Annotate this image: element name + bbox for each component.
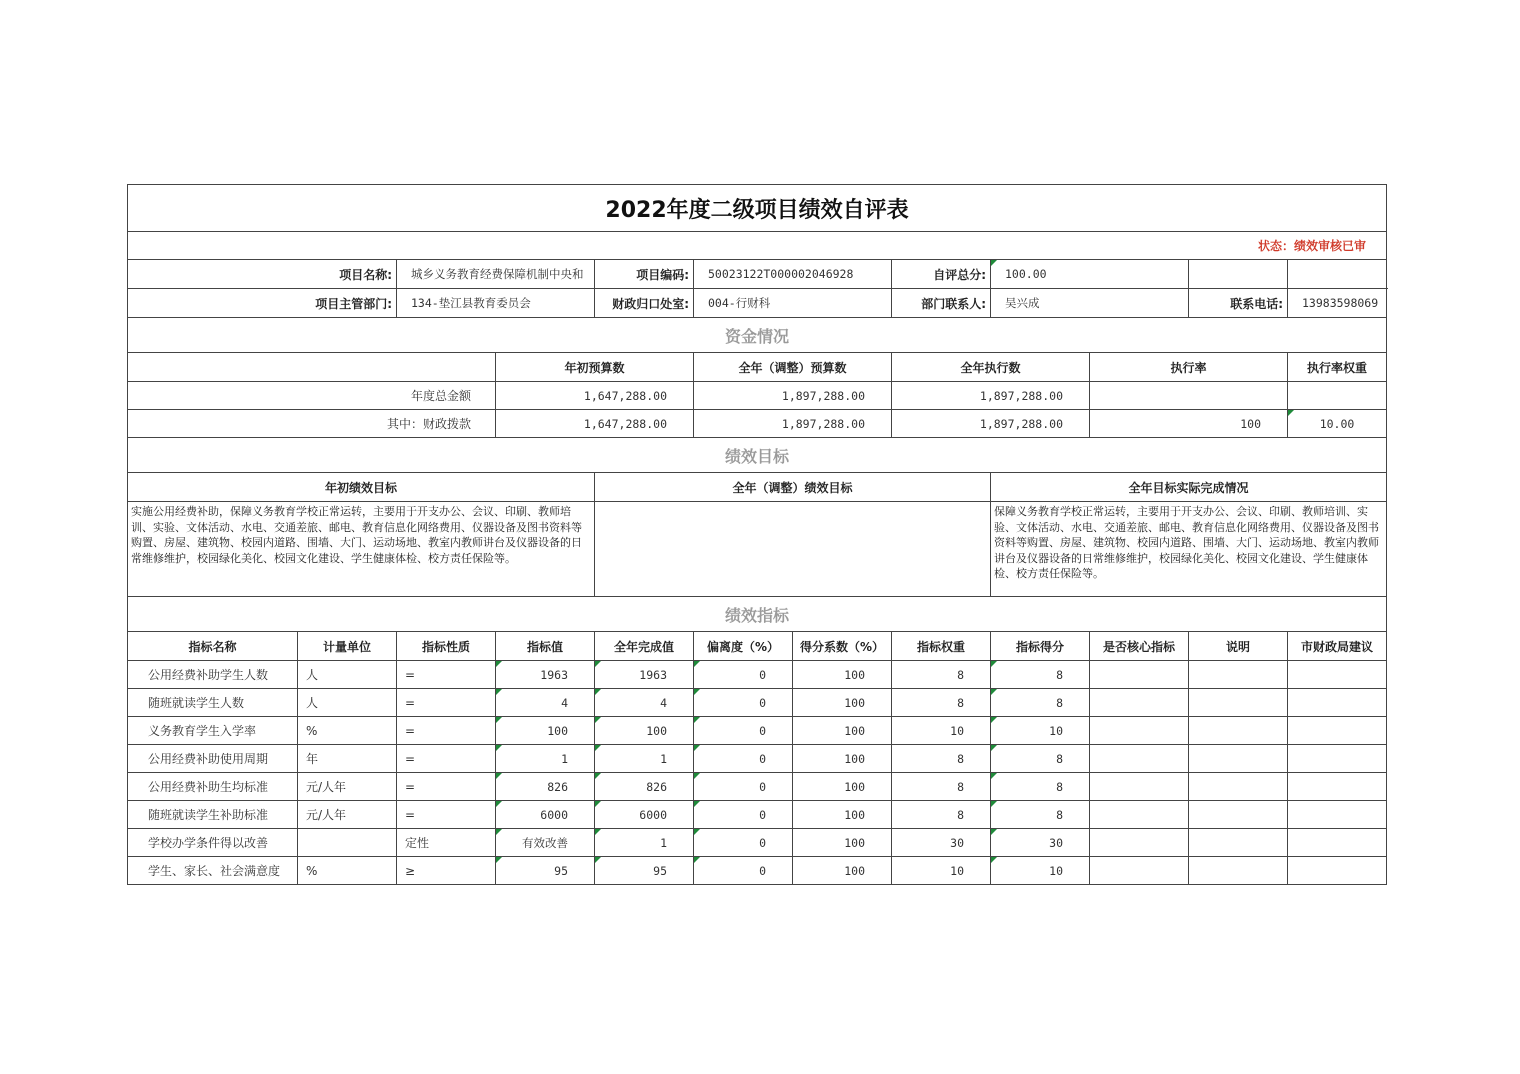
funds-row <box>128 382 1387 410</box>
ind-advice <box>1288 829 1387 857</box>
funds-adjusted: 1,897,288.00 <box>694 410 892 438</box>
ind-nature: = <box>397 717 496 745</box>
ind-deviation: 0 <box>694 661 793 689</box>
ind-actual: 100 <box>595 717 694 745</box>
indicator-row <box>128 773 1387 801</box>
ind-advice <box>1288 689 1387 717</box>
ind-core <box>1090 661 1189 689</box>
phone-label: 联系电话: <box>1189 289 1288 318</box>
ind-actual: 1963 <box>595 661 694 689</box>
ind-note <box>1189 745 1288 773</box>
ind-header-weight: 指标权重 <box>892 632 991 661</box>
ind-actual: 1 <box>595 745 694 773</box>
ind-header-core: 是否核心指标 <box>1090 632 1189 661</box>
funds-row <box>128 410 1387 438</box>
ind-target: 有效改善 <box>496 829 595 857</box>
ind-weight: 8 <box>892 773 991 801</box>
funds-weight: 10.00 <box>1288 410 1387 438</box>
ind-target: 95 <box>496 857 595 885</box>
ind-note <box>1189 829 1288 857</box>
ind-deviation: 0 <box>694 829 793 857</box>
ind-score: 10 <box>991 717 1090 745</box>
goals-initial-text: 实施公用经费补助，保障义务教育学校正常运转，主要用于开支办公、会议、印刷、教师培训、实验、文体活动、水电、交通差旅、邮电、教育信息化网络费用、仪器设备及图书资料等购置、房屋、建筑物、校园内道路、围墙、大门、运动场地、教室内教师讲台及仪器设备的日常维修维护，校园绿化美化、校园文化建设、学生健康体检、校方责任保险等。 <box>128 502 595 597</box>
goals-section-title: 绩效目标 <box>128 438 1387 473</box>
ind-core <box>1090 773 1189 801</box>
ind-core <box>1090 857 1189 885</box>
ind-nature: = <box>397 745 496 773</box>
funds-header-adjusted: 全年（调整）预算数 <box>694 353 892 382</box>
contact-value: 吴兴成 <box>991 289 1189 318</box>
ind-header-target: 指标值 <box>496 632 595 661</box>
ind-coef: 100 <box>793 661 892 689</box>
ind-header-nature: 指标性质 <box>397 632 496 661</box>
page-title: 2022年度二级项目绩效自评表 <box>128 185 1387 232</box>
funds-rate <box>1090 382 1288 410</box>
ind-core <box>1090 717 1189 745</box>
ind-weight: 10 <box>892 857 991 885</box>
goals-header-initial: 年初绩效目标 <box>128 473 595 502</box>
finance-label: 财政归口处室: <box>595 289 694 318</box>
ind-coef: 100 <box>793 773 892 801</box>
ind-score: 8 <box>991 689 1090 717</box>
ind-target: 826 <box>496 773 595 801</box>
project-name-value: 城乡义务教育经费保障机制中央和 <box>397 260 595 289</box>
goals-actual-text: 保障义务教育学校正常运转，主要用于开支办公、会议、印刷、教师培训、实验、文体活动、水电、交通差旅、邮电、教育信息化网络费用、仪器设备及图书资料等购置、房屋、建筑物、校园内道路、围墙、大门、运动场地、教室内教师讲台及仪器设备的日常维修维护，校园绿化美化、校园文化建设、学生健康体检、校方责任保险等。 <box>991 502 1387 597</box>
indicator-row <box>128 857 1387 885</box>
ind-nature: 定性 <box>397 829 496 857</box>
ind-nature: = <box>397 773 496 801</box>
indicator-row <box>128 801 1387 829</box>
ind-name: 随班就读学生人数 <box>128 689 298 717</box>
empty-cell <box>1189 260 1288 289</box>
ind-advice <box>1288 773 1387 801</box>
ind-name: 公用经费补助学生人数 <box>128 661 298 689</box>
funds-header-blank <box>128 353 496 382</box>
ind-coef: 100 <box>793 745 892 773</box>
project-name-label: 项目名称: <box>128 260 397 289</box>
ind-score: 8 <box>991 801 1090 829</box>
ind-weight: 8 <box>892 689 991 717</box>
contact-label: 部门联系人: <box>892 289 991 318</box>
ind-weight: 8 <box>892 801 991 829</box>
indicator-row <box>128 661 1387 689</box>
ind-advice <box>1288 745 1387 773</box>
ind-actual: 6000 <box>595 801 694 829</box>
ind-header-score: 指标得分 <box>991 632 1090 661</box>
ind-nature: = <box>397 801 496 829</box>
ind-header-advice: 市财政局建议 <box>1288 632 1387 661</box>
ind-nature: = <box>397 689 496 717</box>
ind-core <box>1090 689 1189 717</box>
ind-coef: 100 <box>793 829 892 857</box>
ind-unit: 元/人年 <box>298 801 397 829</box>
ind-actual: 1 <box>595 829 694 857</box>
ind-header-note: 说明 <box>1189 632 1288 661</box>
ind-actual: 4 <box>595 689 694 717</box>
ind-core <box>1090 829 1189 857</box>
ind-score: 30 <box>991 829 1090 857</box>
ind-advice <box>1288 717 1387 745</box>
ind-target: 4 <box>496 689 595 717</box>
ind-advice <box>1288 857 1387 885</box>
ind-core <box>1090 745 1189 773</box>
ind-actual: 95 <box>595 857 694 885</box>
indicator-row <box>128 829 1387 857</box>
ind-unit: 人 <box>298 689 397 717</box>
ind-note <box>1189 773 1288 801</box>
ind-score: 10 <box>991 857 1090 885</box>
ind-unit: 年 <box>298 745 397 773</box>
ind-weight: 8 <box>892 661 991 689</box>
ind-note <box>1189 661 1288 689</box>
funds-header-initial: 年初预算数 <box>496 353 694 382</box>
ind-name: 公用经费补助使用周期 <box>128 745 298 773</box>
ind-target: 6000 <box>496 801 595 829</box>
ind-coef: 100 <box>793 801 892 829</box>
funds-row-label: 年度总金额 <box>128 382 496 410</box>
funds-row-label: 其中：财政拨款 <box>128 410 496 438</box>
ind-unit: % <box>298 857 397 885</box>
ind-note <box>1189 801 1288 829</box>
project-code-value: 50023122T000002046928 <box>694 260 892 289</box>
ind-score: 8 <box>991 661 1090 689</box>
ind-deviation: 0 <box>694 689 793 717</box>
dept-value: 134-垫江县教育委员会 <box>397 289 595 318</box>
funds-header-rate: 执行率 <box>1090 353 1288 382</box>
goals-header-adjusted: 全年（调整）绩效目标 <box>595 473 991 502</box>
project-code-label: 项目编码: <box>595 260 694 289</box>
ind-weight: 30 <box>892 829 991 857</box>
ind-target: 1963 <box>496 661 595 689</box>
phone-value: 13983598069 <box>1288 289 1387 318</box>
score-value: 100.00 <box>991 260 1189 289</box>
ind-target: 100 <box>496 717 595 745</box>
indicator-row <box>128 745 1387 773</box>
ind-deviation: 0 <box>694 857 793 885</box>
ind-header-unit: 计量单位 <box>298 632 397 661</box>
ind-deviation: 0 <box>694 745 793 773</box>
status-badge: 状态：绩效审核已审 <box>128 232 1387 260</box>
ind-header-name: 指标名称 <box>128 632 298 661</box>
ind-note <box>1189 857 1288 885</box>
ind-coef: 100 <box>793 857 892 885</box>
indicator-row <box>128 717 1387 745</box>
funds-weight <box>1288 382 1387 410</box>
finance-value: 004-行财科 <box>694 289 892 318</box>
ind-coef: 100 <box>793 689 892 717</box>
goals-header-actual: 全年目标实际完成情况 <box>991 473 1387 502</box>
ind-header-actual: 全年完成值 <box>595 632 694 661</box>
score-label: 自评总分: <box>892 260 991 289</box>
ind-advice <box>1288 801 1387 829</box>
ind-deviation: 0 <box>694 717 793 745</box>
ind-weight: 10 <box>892 717 991 745</box>
funds-adjusted: 1,897,288.00 <box>694 382 892 410</box>
ind-target: 1 <box>496 745 595 773</box>
ind-deviation: 0 <box>694 773 793 801</box>
ind-name: 学校办学条件得以改善 <box>128 829 298 857</box>
ind-deviation: 0 <box>694 801 793 829</box>
ind-header-coef: 得分系数（%） <box>793 632 892 661</box>
funds-header-weight: 执行率权重 <box>1288 353 1387 382</box>
funds-rate: 100 <box>1090 410 1288 438</box>
ind-unit: % <box>298 717 397 745</box>
ind-weight: 8 <box>892 745 991 773</box>
funds-executed: 1,897,288.00 <box>892 410 1090 438</box>
ind-unit: 人 <box>298 661 397 689</box>
ind-unit: 元/人年 <box>298 773 397 801</box>
ind-core <box>1090 801 1189 829</box>
funds-section-title: 资金情况 <box>128 318 1387 353</box>
ind-note <box>1189 717 1288 745</box>
dept-label: 项目主管部门: <box>128 289 397 318</box>
ind-nature: = <box>397 661 496 689</box>
ind-header-deviation: 偏离度（%） <box>694 632 793 661</box>
ind-name: 随班就读学生补助标准 <box>128 801 298 829</box>
funds-header-executed: 全年执行数 <box>892 353 1090 382</box>
funds-executed: 1,897,288.00 <box>892 382 1090 410</box>
funds-initial: 1,647,288.00 <box>496 410 694 438</box>
ind-nature: ≥ <box>397 857 496 885</box>
ind-score: 8 <box>991 773 1090 801</box>
ind-name: 学生、家长、社会满意度 <box>128 857 298 885</box>
ind-coef: 100 <box>793 717 892 745</box>
goals-adjusted-text <box>595 502 991 597</box>
indicators-section-title: 绩效指标 <box>128 597 1387 632</box>
ind-advice <box>1288 661 1387 689</box>
indicator-row <box>128 689 1387 717</box>
empty-cell <box>1288 260 1387 289</box>
self-evaluation-sheet <box>127 184 1387 885</box>
ind-note <box>1189 689 1288 717</box>
ind-score: 8 <box>991 745 1090 773</box>
funds-initial: 1,647,288.00 <box>496 382 694 410</box>
ind-actual: 826 <box>595 773 694 801</box>
indicators-table-body <box>128 661 1387 885</box>
ind-name: 义务教育学生入学率 <box>128 717 298 745</box>
ind-name: 公用经费补助生均标准 <box>128 773 298 801</box>
ind-unit <box>298 829 397 857</box>
